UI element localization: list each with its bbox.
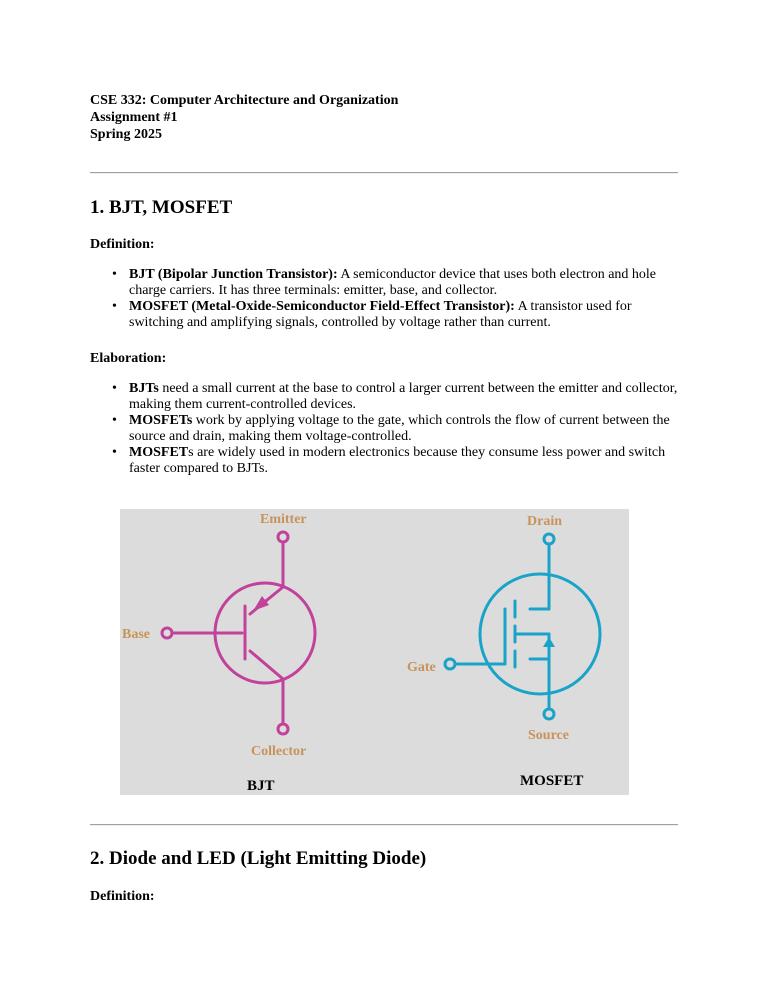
base-label: Base	[122, 627, 150, 642]
list-item	[90, 299, 678, 331]
source-label: Source	[528, 728, 569, 743]
gate-label: Gate	[407, 660, 436, 675]
list-item	[90, 267, 678, 299]
horizontal-rule	[90, 172, 678, 174]
section-1-elaboration-list	[90, 381, 678, 477]
transistor-symbols-figure	[120, 509, 629, 795]
elaboration-text: s are widely used in modern electronics because they consume less power and switch faster compared to BJTs.	[129, 445, 666, 476]
horizontal-rule	[90, 824, 678, 826]
bjt-symbol-icon	[162, 532, 315, 734]
emitter-label: Emitter	[260, 512, 307, 527]
elaboration-text: need a small current at the base to control a larger current between the emitter and collector, making them current-controlled devices.	[129, 381, 678, 412]
definition-text: A semiconductor device that uses both electron and hole charge carriers. It has three terminals: emitter, base, and collector.	[129, 267, 657, 298]
elaboration-text: work by applying voltage to the gate, which controls the flow of current between the source and drain, making them voltage-controlled.	[129, 413, 670, 444]
definition-term: BJT (Bipolar Junction Transistor):	[129, 267, 338, 282]
course-title: CSE 332: Computer Architecture and Organization	[90, 93, 399, 108]
mosfet-caption: MOSFET	[520, 773, 584, 789]
section-1-elaboration-label: Elaboration:	[90, 351, 167, 366]
bjt-caption: BJT	[247, 778, 275, 794]
section-1-definition-list	[90, 267, 678, 331]
mosfet-symbol-icon	[445, 534, 600, 719]
list-item	[90, 381, 678, 413]
document-header	[90, 92, 398, 143]
elaboration-term: MOSFETs	[129, 413, 193, 428]
definition-text: A transistor used for switching and amplifying signals, controlled by voltage rather than current.	[129, 299, 632, 330]
section-1-definition-label: Definition:	[90, 237, 155, 252]
assignment-number: Assignment #1	[90, 110, 178, 125]
list-item	[90, 445, 678, 477]
definition-term: MOSFET (Metal-Oxide-Semiconductor Field-Effect Transistor):	[129, 299, 515, 314]
section-1-heading: 1. BJT, MOSFET	[90, 197, 233, 218]
elaboration-term: MOSFET	[129, 445, 189, 460]
list-item	[90, 413, 678, 445]
drain-label: Drain	[527, 514, 562, 529]
term: Spring 2025	[90, 127, 162, 142]
elaboration-term: BJTs	[129, 381, 159, 396]
collector-label: Collector	[251, 744, 307, 759]
section-2-definition-label: Definition:	[90, 889, 155, 904]
section-2-heading: 2. Diode and LED (Light Emitting Diode)	[90, 848, 427, 869]
